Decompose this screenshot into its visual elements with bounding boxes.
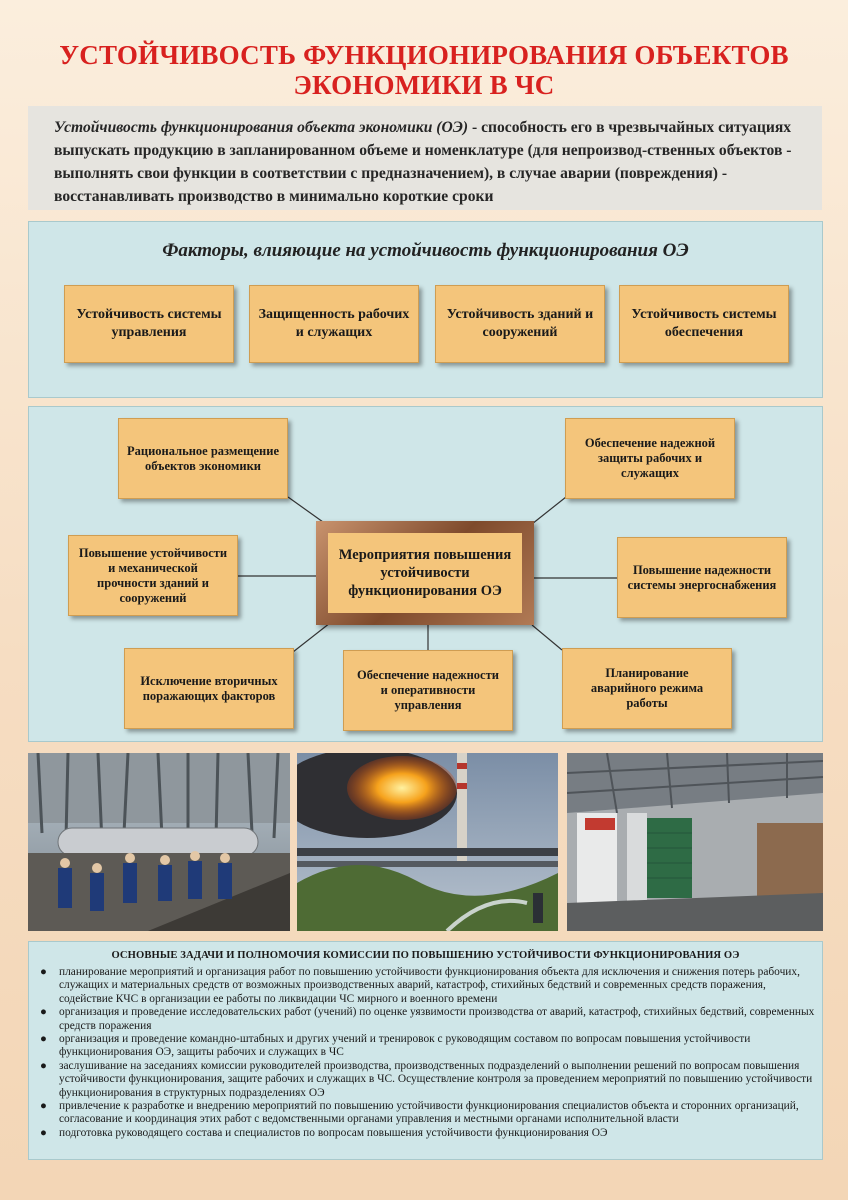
definition-text: - способность его в чрезвычайных ситуациях выпускать продукцию в запланированном объеме и номенклатуре (для непроизвод-ственных объектов - выполнять свои функции в соответствии с предназначением), в случае аварии (повреждения) - восстанавливать производство в минимально короткие сроки [54,119,792,205]
title-line-2: ЭКОНОМИКИ В ЧС [293,70,555,100]
center-measures-label: Мероприятия повышения устойчивости функционирования ОЭ [328,533,522,613]
bullet-icon: ● [40,1006,47,1019]
tasks-list [37,966,819,1140]
factor-worker-protection: Защищенность рабочих и служащих [249,285,419,363]
task-item [37,1127,819,1140]
factor-building-stability: Устойчивость зданий и сооружений [435,285,605,363]
bullet-icon: ● [40,1059,47,1072]
bullet-icon: ● [40,1126,47,1139]
measure-secondary-factors: Исключение вторичных поражающих факторов [124,648,294,729]
task-text: организация и проведение командно-штабных и других учений и тренировок с руководящим составом по вопросам повышения устойчивости функционирования ОЭ, защиты рабочих и служащих в ЧС [59,1033,751,1059]
task-item [37,1100,819,1127]
connector-line-5 [293,623,330,652]
photo-industrial-fire [297,753,558,931]
task-item [37,1033,819,1060]
center-measures-box [316,521,534,625]
task-text: планирование мероприятий и организация работ по повышению устойчивости функционирования объекта для исключения и снижения потерь рабочих, служащих и материальных средств от возможных производственных аварий, катастроф, стихийных бедствий и современных средств поражения, содействие КЧС в организации ее работы по ликвидации ЧС мирного и военного времени [59,966,800,1005]
title-line-1: УСТОЙЧИВОСТЬ ФУНКЦИОНИРОВАНИЯ ОБЪЕКТОВ [59,40,789,70]
task-text: организация и проведение исследовательских работ (учений) по оценке уязвимости производства от аварий, катастроф, стихийных бедствий, современных средств поражения [59,1006,815,1032]
task-text: заслушивание на заседаниях комиссии руководителей производства, производственных подразделений о выполнении решений по вопросам повышения устойчивости функционирования, защите рабочих и служащих в ЧС. Осуществление контроля за проведением мероприятий по повышению устойчивости функционирования в структурных подразделениях ОЭ [59,1059,813,1099]
definition-term: Устойчивость функционирования объекта экономики (ОЭ) [54,119,469,136]
measure-worker-protection: Обеспечение надежной защиты рабочих и служащих [565,418,735,499]
measure-management-reliability: Обеспечение надежности и оперативности управления [343,650,513,731]
measure-building-strength: Повышение устойчивости и механической прочности зданий и сооружений [68,535,238,616]
photo-rescue-workers [28,753,290,931]
task-text: подготовка руководящего состава и специалистов по вопросам повышения устойчивости функционирования ОЭ [59,1126,608,1139]
tasks-panel [28,941,823,1160]
bullet-icon: ● [40,1033,47,1046]
bullet-icon: ● [40,1100,47,1113]
factor-supply-stability: Устойчивость системы обеспечения [619,285,789,363]
measure-emergency-planning: Планирование аварийного режима работы [562,648,732,729]
factors-heading: Факторы, влияющие на устойчивость функционирования ОЭ [162,240,689,261]
factor-management-stability: Устойчивость системы управления [64,285,234,363]
task-item [37,966,819,1006]
bullet-icon: ● [40,966,47,978]
connector-line-2 [532,497,566,524]
measure-rational-placement: Рациональное размещение объектов экономики [118,418,288,499]
task-text: привлечение к разработке и внедрению мероприятий по повышению устойчивости функционирования специалистов объекта и сторонних организаций, согласование и координация этих работ с ведомственными органами управления и местными органами исполнительной власти [59,1100,799,1126]
tasks-heading: ОСНОВНЫЕ ЗАДАЧИ И ПОЛНОМОЧИЯ КОМИССИИ ПО ПОВЫШЕНИЮ УСТОЙЧИВОСТИ ФУНКЦИОНИРОВАНИЯ ОЭ [111,950,740,961]
task-item [37,1006,819,1033]
photo-damaged-building [567,753,823,931]
task-item [37,1060,819,1100]
connector-line-7 [532,625,562,650]
measure-power-supply: Повышение надежности системы энергоснабжения [617,537,787,618]
